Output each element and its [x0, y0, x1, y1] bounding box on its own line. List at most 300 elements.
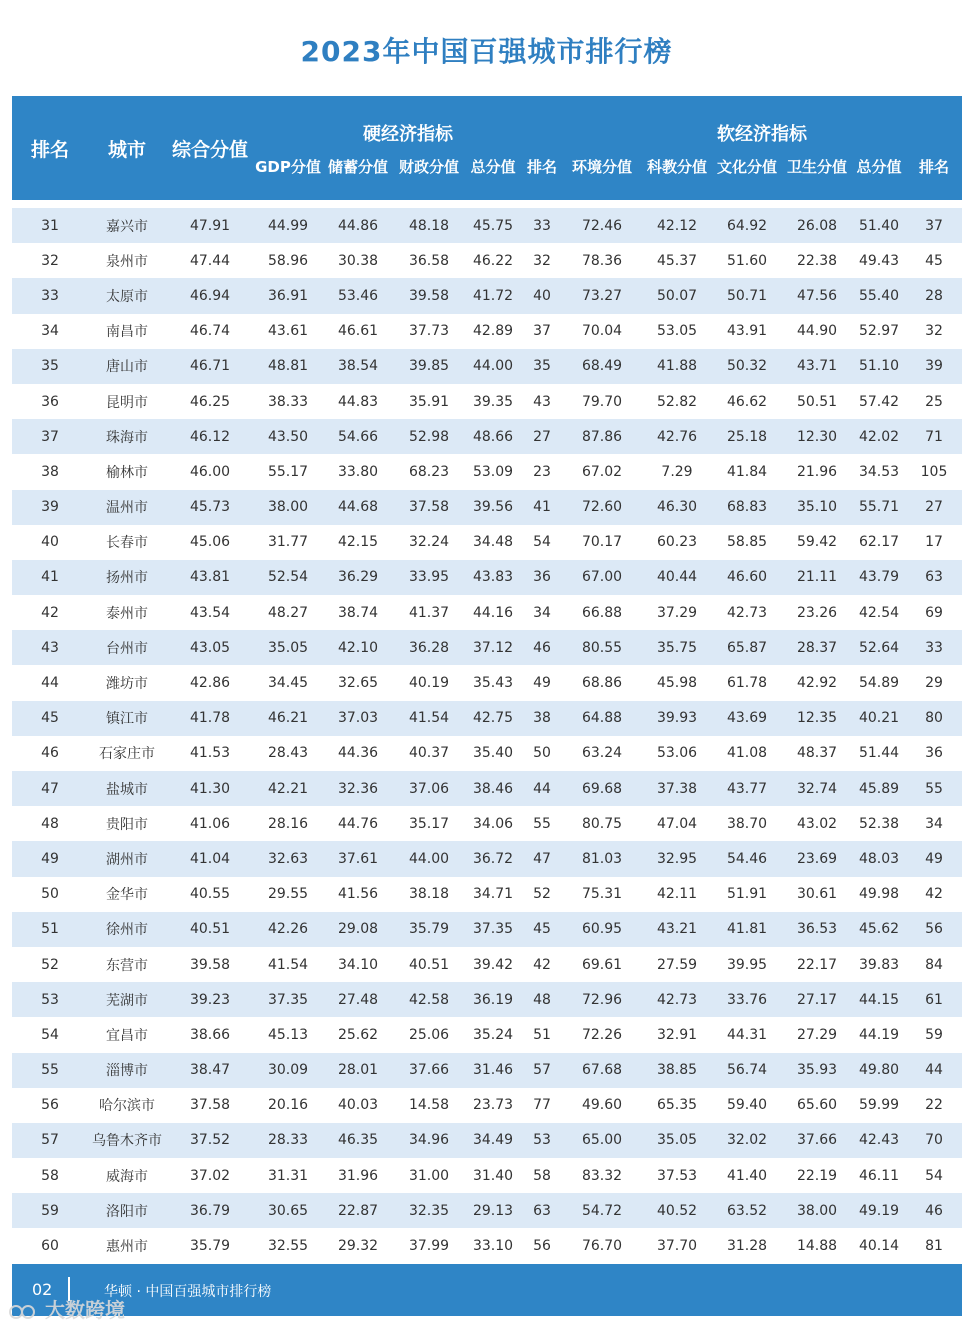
table-cell: 48.66	[464, 419, 522, 454]
table-cell: 36.19	[464, 982, 522, 1017]
table-cell: 77	[533, 1097, 551, 1114]
table-cell: 51.60	[726, 252, 768, 269]
table-cell: 台州市	[88, 630, 166, 665]
table-cell: 7.29	[661, 463, 693, 480]
table-cell: 41	[12, 560, 88, 595]
table-cell: 50.32	[712, 349, 782, 384]
table-cell: 25	[925, 393, 943, 410]
table-row	[12, 982, 962, 1017]
table-cell: 44.16	[472, 604, 514, 621]
table-cell: 威海市	[106, 1168, 148, 1185]
table-cell: 48.37	[796, 745, 838, 762]
table-cell: 76.70	[581, 1238, 623, 1255]
table-cell: 67.00	[562, 560, 642, 595]
table-cell: 53.05	[656, 323, 698, 340]
table-cell: 44	[522, 771, 562, 806]
table-cell: 46.22	[472, 252, 514, 269]
table-cell: 58.85	[726, 534, 768, 551]
table-cell: 46.71	[166, 349, 254, 384]
table-row	[12, 1158, 962, 1193]
table-cell: 49.98	[858, 886, 900, 903]
table-cell: 53	[12, 982, 88, 1017]
table-cell: 泉州市	[106, 253, 148, 270]
table-cell: 徐州市	[88, 912, 166, 947]
table-row	[12, 877, 962, 912]
table-cell: 38.18	[408, 886, 450, 903]
table-cell: 49.19	[852, 1193, 906, 1228]
table-cell: 宜昌市	[106, 1027, 148, 1044]
table-cell: 46.00	[189, 463, 231, 480]
table-cell: 41.30	[166, 771, 254, 806]
table-cell: 52.97	[858, 323, 900, 340]
header-hard-total: 总分值	[464, 150, 522, 200]
table-cell: 42.54	[858, 604, 900, 621]
table-cell: 35.05	[642, 1123, 712, 1158]
watermark-text: 大数跨境	[44, 1298, 125, 1322]
table-cell: 32.24	[408, 534, 450, 551]
table-cell: 55.71	[852, 490, 906, 525]
table-cell: 46.25	[189, 393, 231, 410]
table-cell: 34	[533, 604, 551, 621]
table-cell: 56.74	[712, 1053, 782, 1088]
table-row	[12, 701, 962, 736]
table-cell: 38.47	[166, 1053, 254, 1088]
table-cell: 盐城市	[88, 771, 166, 806]
table-cell: 50	[41, 886, 59, 903]
table-cell: 44.86	[322, 208, 394, 243]
table-cell: 46	[906, 1193, 962, 1228]
watermark-logo-icon	[8, 1302, 38, 1322]
table-cell: 39.56	[464, 490, 522, 525]
header-fiscal: 财政分值	[394, 150, 464, 200]
table-row	[12, 1053, 962, 1088]
header-health: 卫生分值	[782, 150, 852, 200]
table-cell: 44.90	[796, 323, 838, 340]
table-cell: 87.86	[562, 419, 642, 454]
header-hard-group: 硬经济指标	[254, 96, 562, 150]
table-cell: 35.91	[408, 393, 450, 410]
table-cell: 33.80	[337, 463, 379, 480]
table-cell: 81	[925, 1238, 943, 1255]
table-cell: 46.30	[642, 490, 712, 525]
table-row	[12, 384, 962, 419]
table-cell: 50	[533, 745, 551, 762]
header-gdp: GDP分值	[254, 150, 322, 200]
table-cell: 42.15	[337, 534, 379, 551]
table-cell: 31.31	[267, 1167, 309, 1184]
table-cell: 29	[925, 675, 943, 692]
table-cell: 27	[522, 419, 562, 454]
table-cell: 42	[41, 604, 59, 621]
table-cell: 41.56	[337, 886, 379, 903]
table-row	[12, 278, 962, 313]
table-cell: 36	[925, 745, 943, 762]
table-cell: 41.78	[166, 701, 254, 736]
table-cell: 48	[522, 982, 562, 1017]
table-row	[12, 665, 962, 700]
table-cell: 东营市	[106, 957, 148, 974]
table-cell: 45.37	[656, 252, 698, 269]
table-cell: 52.54	[254, 560, 322, 595]
table-cell: 48.18	[394, 208, 464, 243]
page-footer	[12, 1264, 962, 1316]
table-cell: 44	[906, 1053, 962, 1088]
table-cell: 35.05	[254, 630, 322, 665]
header-total: 综合分值	[166, 96, 254, 200]
table-cell: 31	[12, 208, 88, 243]
table-cell: 29.08	[322, 912, 394, 947]
table-cell: 41.81	[712, 912, 782, 947]
table-cell: 80	[906, 701, 962, 736]
table-cell: 25.18	[712, 419, 782, 454]
table-cell: 36.53	[782, 912, 852, 947]
table-cell: 37	[906, 208, 962, 243]
table-cell: 长春市	[106, 535, 148, 552]
table-cell: 37.35	[254, 982, 322, 1017]
table-cell: 33	[906, 630, 962, 665]
table-cell: 32.63	[254, 841, 322, 876]
table-cell: 34.06	[472, 815, 514, 832]
table-row	[12, 1193, 962, 1228]
table-cell: 43.81	[166, 560, 254, 595]
table-cell: 27.17	[782, 982, 852, 1017]
table-cell: 36.28	[394, 630, 464, 665]
table-cell: 45.73	[166, 490, 254, 525]
table-cell: 43.05	[166, 630, 254, 665]
table-cell: 72.46	[562, 208, 642, 243]
table-cell: 63	[522, 1193, 562, 1228]
table-cell: 31.40	[472, 1167, 514, 1184]
table-row	[12, 806, 962, 841]
table-cell: 45.06	[189, 534, 231, 551]
table-cell: 28.37	[782, 630, 852, 665]
table-cell: 43.71	[782, 349, 852, 384]
table-cell: 54.89	[858, 675, 900, 692]
table-cell: 47	[522, 841, 562, 876]
table-cell: 32.35	[394, 1193, 464, 1228]
table-cell: 56	[906, 912, 962, 947]
table-row	[12, 525, 962, 560]
table-cell: 67.68	[562, 1053, 642, 1088]
table-cell: 37.29	[656, 604, 698, 621]
table-cell: 32.74	[782, 771, 852, 806]
table-cell: 54.46	[712, 841, 782, 876]
table-cell: 37.02	[189, 1167, 231, 1184]
table-cell: 34.49	[464, 1123, 522, 1158]
table-cell: 22	[925, 1097, 943, 1114]
table-cell: 60.95	[562, 912, 642, 947]
table-cell: 68.83	[712, 490, 782, 525]
table-cell: 金华市	[106, 887, 148, 904]
table-cell: 34	[41, 323, 59, 340]
table-cell: 惠州市	[106, 1239, 148, 1256]
table-cell: 芜湖市	[88, 982, 166, 1017]
table-cell: 淄博市	[88, 1053, 166, 1088]
table-row	[12, 595, 962, 630]
table-cell: 78.36	[581, 252, 623, 269]
table-cell: 40.51	[408, 956, 450, 973]
table-cell: 54	[41, 1026, 59, 1043]
table-cell: 51.40	[852, 208, 906, 243]
table-cell: 42.21	[254, 771, 322, 806]
table-cell: 55	[906, 771, 962, 806]
table-cell: 44.00	[394, 841, 464, 876]
table-cell: 80.55	[562, 630, 642, 665]
table-cell: 42.75	[464, 701, 522, 736]
table-cell: 57	[522, 1053, 562, 1088]
table-cell: 23.69	[782, 841, 852, 876]
table-cell: 贵阳市	[106, 816, 148, 833]
table-cell: 38	[41, 463, 59, 480]
table-cell: 40	[41, 534, 59, 551]
table-cell: 72.96	[562, 982, 642, 1017]
table-row	[12, 1228, 962, 1263]
table-cell: 69	[925, 604, 943, 621]
table-cell: 34.96	[394, 1123, 464, 1158]
table-cell: 53	[522, 1123, 562, 1158]
table-cell: 47.91	[166, 208, 254, 243]
table-cell: 湖州市	[88, 841, 166, 876]
table-cell: 泰州市	[106, 605, 148, 622]
table-cell: 34	[925, 815, 943, 832]
page-number: 02	[32, 1280, 53, 1299]
table-row	[12, 1123, 962, 1158]
table-cell: 38.66	[189, 1026, 231, 1043]
table-cell: 64.92	[712, 208, 782, 243]
table-cell: 48	[41, 815, 59, 832]
table-cell: 38.33	[267, 393, 309, 410]
table-cell: 30.38	[337, 252, 379, 269]
table-cell: 37.35	[464, 912, 522, 947]
table-cell: 30.09	[254, 1053, 322, 1088]
table-cell: 61	[906, 982, 962, 1017]
table-cell: 44.15	[852, 982, 906, 1017]
table-cell: 51	[12, 912, 88, 947]
ranking-table-container	[12, 96, 962, 1264]
table-cell: 38.46	[464, 771, 522, 806]
table-cell: 39.23	[166, 982, 254, 1017]
header-hard-rank: 排名	[522, 150, 562, 200]
table-cell: 43.91	[726, 323, 768, 340]
table-cell: 47.56	[782, 278, 852, 313]
table-cell: 36.58	[408, 252, 450, 269]
table-cell: 53.09	[472, 463, 514, 480]
table-cell: 40.21	[852, 701, 906, 736]
table-cell: 65.87	[712, 630, 782, 665]
table-cell: 65.00	[562, 1123, 642, 1158]
table-cell: 39.93	[642, 701, 712, 736]
table-cell: 27.59	[656, 956, 698, 973]
table-cell: 43.77	[712, 771, 782, 806]
table-cell: 38.00	[254, 490, 322, 525]
table-cell: 37.58	[189, 1097, 231, 1114]
table-cell: 40.52	[642, 1193, 712, 1228]
table-cell: 温州市	[88, 490, 166, 525]
table-cell: 45.89	[852, 771, 906, 806]
table-cell: 46.61	[337, 323, 379, 340]
table-row	[12, 208, 962, 243]
table-cell: 62.17	[858, 534, 900, 551]
table-cell: 昆明市	[106, 394, 148, 411]
table-cell: 44.83	[337, 393, 379, 410]
table-cell: 72.26	[581, 1026, 623, 1043]
table-cell: 35.79	[189, 1238, 231, 1255]
table-cell: 27.29	[796, 1026, 838, 1043]
table-cell: 54.72	[562, 1193, 642, 1228]
table-cell: 42.26	[254, 912, 322, 947]
table-cell: 41.08	[726, 745, 768, 762]
table-cell: 37.52	[166, 1123, 254, 1158]
table-cell: 49	[12, 841, 88, 876]
watermark	[8, 1294, 125, 1323]
table-cell: 33.76	[712, 982, 782, 1017]
table-cell: 哈尔滨市	[99, 1098, 155, 1115]
table-cell: 65.60	[796, 1097, 838, 1114]
table-cell: 44.31	[726, 1026, 768, 1043]
table-cell: 31.00	[408, 1167, 450, 1184]
table-cell: 79.70	[581, 393, 623, 410]
table-cell: 42.73	[726, 604, 768, 621]
table-cell: 36	[522, 560, 562, 595]
table-cell: 39.42	[472, 956, 514, 973]
table-cell: 42.11	[656, 886, 698, 903]
table-cell: 31.46	[464, 1053, 522, 1088]
table-cell: 31.28	[726, 1238, 768, 1255]
page-title: 2023年中国百强城市排行榜	[300, 35, 673, 68]
header-culture: 文化分值	[712, 150, 782, 200]
table-cell: 51.44	[858, 745, 900, 762]
table-cell: 37.12	[464, 630, 522, 665]
table-cell: 44.68	[322, 490, 394, 525]
table-cell: 43.02	[796, 815, 838, 832]
table-cell: 44.00	[464, 349, 522, 384]
table-cell: 潍坊市	[106, 676, 148, 693]
table-cell: 41.04	[166, 841, 254, 876]
table-cell: 35.75	[642, 630, 712, 665]
table-cell: 23.73	[472, 1097, 514, 1114]
table-cell: 83.32	[581, 1167, 623, 1184]
table-cell: 43.83	[464, 560, 522, 595]
table-cell: 37.53	[656, 1167, 698, 1184]
table-cell: 63	[906, 560, 962, 595]
table-cell: 37.06	[394, 771, 464, 806]
table-cell: 37.99	[408, 1238, 450, 1255]
table-cell: 26.08	[782, 208, 852, 243]
table-cell: 45	[522, 912, 562, 947]
table-cell: 37.70	[656, 1238, 698, 1255]
table-cell: 52.64	[852, 630, 906, 665]
table-cell: 75.31	[581, 886, 623, 903]
table-cell: 66.88	[581, 604, 623, 621]
table-cell: 46	[522, 630, 562, 665]
table-cell: 41.72	[464, 278, 522, 313]
table-cell: 40	[522, 278, 562, 313]
table-row	[12, 947, 962, 982]
table-cell: 35	[12, 349, 88, 384]
table-row	[12, 314, 962, 349]
table-cell: 39.95	[726, 956, 768, 973]
table-cell: 22.17	[796, 956, 838, 973]
table-cell: 72.60	[562, 490, 642, 525]
table-cell: 47.04	[656, 815, 698, 832]
table-cell: 唐山市	[88, 349, 166, 384]
table-cell: 43	[533, 393, 551, 410]
table-cell: 14.88	[796, 1238, 838, 1255]
table-cell: 39	[906, 349, 962, 384]
table-row	[12, 630, 962, 665]
table-cell: 59.99	[858, 1097, 900, 1114]
table-cell: 68.86	[581, 675, 623, 692]
table-cell: 41.06	[189, 815, 231, 832]
table-cell: 28.16	[267, 815, 309, 832]
table-cell: 81.03	[562, 841, 642, 876]
table-cell: 30.61	[796, 886, 838, 903]
table-cell: 46	[41, 745, 59, 762]
table-cell: 47.44	[189, 252, 231, 269]
table-cell: 27	[906, 490, 962, 525]
table-cell: 41.88	[642, 349, 712, 384]
table-row	[12, 736, 962, 771]
table-cell: 30.65	[254, 1193, 322, 1228]
table-cell: 45.75	[464, 208, 522, 243]
table-cell: 45	[925, 252, 943, 269]
table-cell: 36.91	[254, 278, 322, 313]
table-cell: 64.88	[562, 701, 642, 736]
table-cell: 68.49	[562, 349, 642, 384]
table-cell: 54	[925, 1167, 943, 1184]
table-cell: 40.51	[166, 912, 254, 947]
table-cell: 23.26	[796, 604, 838, 621]
table-cell: 42	[925, 886, 943, 903]
header-environment: 环境分值	[562, 150, 642, 200]
table-cell: 46.74	[189, 323, 231, 340]
table-cell: 59.40	[726, 1097, 768, 1114]
table-cell: 42.86	[189, 675, 231, 692]
header-savings: 储蓄分值	[322, 150, 394, 200]
table-cell: 33.10	[472, 1238, 514, 1255]
table-cell: 48.81	[254, 349, 322, 384]
table-cell: 39	[12, 490, 88, 525]
table-cell: 南昌市	[106, 324, 148, 341]
table-cell: 46.11	[858, 1167, 900, 1184]
table-cell: 14.58	[408, 1097, 450, 1114]
table-cell: 73.27	[562, 278, 642, 313]
table-cell: 45.98	[656, 675, 698, 692]
table-cell: 41.54	[394, 701, 464, 736]
table-cell: 46.94	[166, 278, 254, 313]
table-row	[12, 419, 962, 454]
table-cell: 33.95	[394, 560, 464, 595]
table-cell: 34.10	[337, 956, 379, 973]
table-cell: 49.80	[852, 1053, 906, 1088]
table-cell: 56	[41, 1097, 59, 1114]
table-cell: 35.40	[472, 745, 514, 762]
table-cell: 23	[533, 463, 551, 480]
table-cell: 28.01	[322, 1053, 394, 1088]
table-cell: 32	[533, 252, 551, 269]
table-cell: 42	[533, 956, 551, 973]
header-rank: 排名	[12, 96, 88, 200]
table-cell: 55.40	[852, 278, 906, 313]
table-cell: 42.02	[852, 419, 906, 454]
table-cell: 40.44	[642, 560, 712, 595]
table-cell: 35.17	[408, 815, 450, 832]
table-cell: 17	[925, 534, 943, 551]
table-cell: 50.51	[796, 393, 838, 410]
table-cell: 44.19	[858, 1026, 900, 1043]
table-cell: 70.17	[581, 534, 623, 551]
table-cell: 35	[522, 349, 562, 384]
